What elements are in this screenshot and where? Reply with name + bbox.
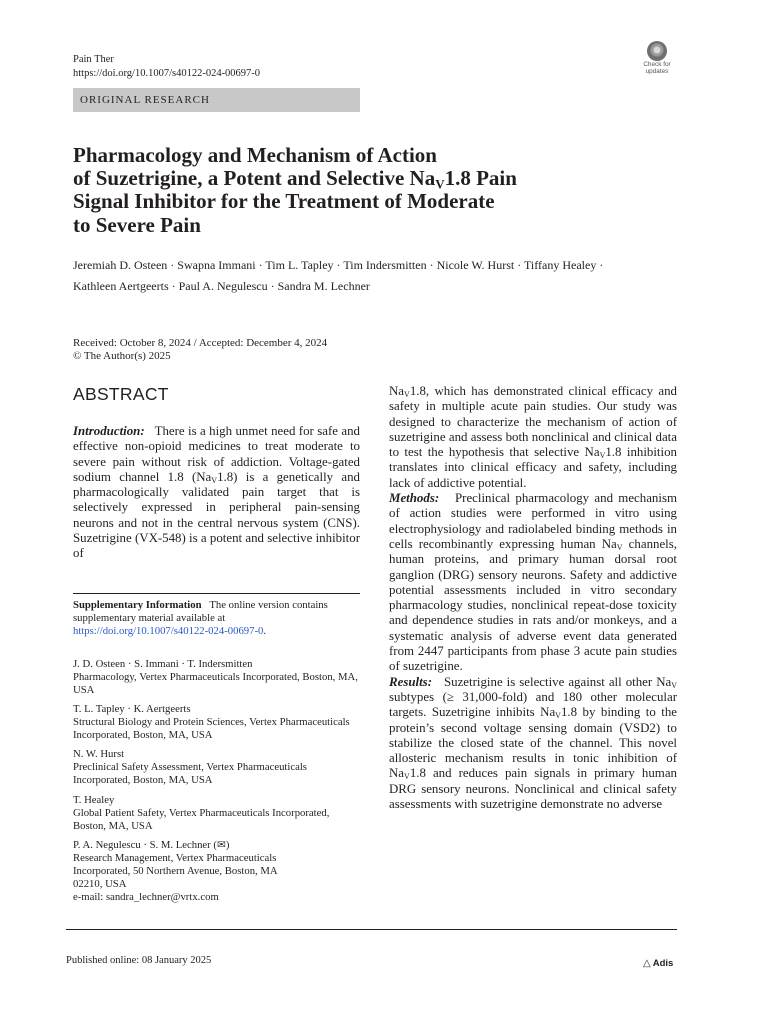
title-line-2: of Suzetrigine, a Potent and Selective $Na_V1.8$ Pain xyxy=(73,166,517,192)
adis-triangle-icon: △ xyxy=(643,958,651,969)
abstract-heading: ABSTRACT xyxy=(73,384,169,404)
affiliation-block: T. Healey Global Patient Safety, Vertex Pharmaceuticals Incorporated, Boston, MA, USA xyxy=(73,794,330,832)
footer-divider xyxy=(66,929,677,930)
copyright-notice: © The Author(s) 2025 xyxy=(73,350,171,362)
title-line-4: to Severe Pain xyxy=(73,212,201,237)
results-heading: Results xyxy=(389,674,428,689)
doi-link[interactable]: https://doi.org/10.1007/s40122-024-00697-0 xyxy=(73,68,261,79)
received-accepted-dates: Received: October 8, 2024 / Accepted: December 4, 2024 xyxy=(73,337,328,349)
supplementary-divider xyxy=(73,593,360,594)
abstract-methods: Methods: Preclinical pharmacology and mechanism of action studies were performed in vitro using electrophysiology and radiolabeled binding methods in cells recombinantly expressing human $Na_V$ channels, human proteins, and primary human dorsal root ganglion (DRG) sensory neurons. Safety and addictive potential assessments included in vitro secondary pharmacology studies, nonclinical repeat-dose toxicity and dependence studies in rats and/or monkeys, and a systematic analysis of adverse event data generated from 2447 participants from phase 3 acute pain studies of suzetrigine. xyxy=(389,491,677,674)
publisher-logo: △ Adis xyxy=(643,958,674,969)
affiliation-block: N. W. Hurst Preclinical Safety Assessment, Vertex Pharmaceuticals Incorporated, Boston, MA, USA xyxy=(73,748,307,786)
supplementary-heading: Supplementary Information xyxy=(73,599,202,611)
title-line-1: Pharmacology and Mechanism of Action xyxy=(73,143,437,167)
title-line-3: Signal Inhibitor for the Treatment of Moderate xyxy=(73,189,495,214)
abstract-results: Results: Suzetrigine is selective against all other $Na_V$ subtypes (≥ 31,000-fold) and 180 other molecular targets. Suzetrigine inhibits $Na_V1.8$ by binding to the protein’s second voltage sensing domain (VSD2) to stabilize the closed state of the channel. This novel allosteric mechanism results in tonic inhibition of $Na_V1.8$ and reduces pain signals in primary human DRG sensory neurons. Nonclinical and clinical safety assessments with suzetrigine demonstrate no adverse xyxy=(389,674,678,812)
badge-line-2: updates xyxy=(645,68,669,75)
supplementary-link[interactable]: https://doi.org/10.1007/s40122-024-00697-0 xyxy=(73,625,264,637)
supplementary-information: Supplementary Information The online version contains supplementary material available at https://doi.org/10.1007/s40122-024-00697-0. xyxy=(73,599,328,637)
introduction-heading: Introduction xyxy=(73,424,141,438)
affiliation-block: T. L. Tapley · K. Aertgeerts Structural Biology and Protein Sciences, Vertex Pharmaceuticals Incorporated, Boston, MA, USA xyxy=(73,703,350,741)
abstract-introduction-continued: $Na_V1.8$, which has demonstrated clinical efficacy and safety in multiple acute pain studies. Our study was designed to characterize the mechanism of action of suzetrigine and assess both nonclinical and clinical data to test the hypothesis that selective $Na_V1.8$ inhibition translates into clinical efficacy and safety, including lack of addictive potential. xyxy=(389,384,677,490)
journal-name: Pain Ther xyxy=(73,54,114,65)
article-title xyxy=(73,144,633,237)
check-for-updates-badge[interactable] xyxy=(639,40,675,78)
affiliation-block: J. D. Osteen · S. Immani · T. Indersmitten Pharmacology, Vertex Pharmaceuticals Incorporated, Boston, MA, USA xyxy=(73,658,358,696)
affiliation-block: P. A. Negulescu · S. M. Lechner (✉) Research Management, Vertex Pharmaceuticals Incorporated, 50 Northern Avenue, Boston, MA 02210, USA e-mail: sandra_lechner@vrtx.com xyxy=(73,839,360,904)
author-list-line-2: Kathleen Aertgeerts · Paul A. Negulescu · Sandra M. Lechner xyxy=(73,279,370,293)
abstract-left-column xyxy=(73,424,360,562)
correspondence-email[interactable]: e-mail: sandra_lechner@vrtx.com xyxy=(73,891,219,903)
badge-line-1: Check for xyxy=(643,61,671,68)
abstract-right-column xyxy=(389,384,677,812)
article-category: ORIGINAL RESEARCH xyxy=(80,94,210,106)
published-online-date: Published online: 08 January 2025 xyxy=(66,955,212,966)
author-list-line-1: Jeremiah D. Osteen · Swapna Immani · Tim L. Tapley · Tim Indersmitten · Nicole W. Hurst · Tiffany Healey · xyxy=(73,258,604,272)
abstract-introduction: Introduction: There is a high unmet need for safe and effective non-opioid medicines to treat moderate to severe pain without risk of addiction. Voltage-gated sodium channel 1.8 $(Na_V1.8)$ is a genetically and pharmacologically validated pain target that is selectively expressed in peripheral pain-sensing neurons and not in the central nervous system (CNS). Suzetrigine (VX-548) is a potent and selective inhibitor of xyxy=(73,424,360,561)
methods-heading: Methods xyxy=(389,491,435,506)
crossmark-icon xyxy=(647,41,667,61)
